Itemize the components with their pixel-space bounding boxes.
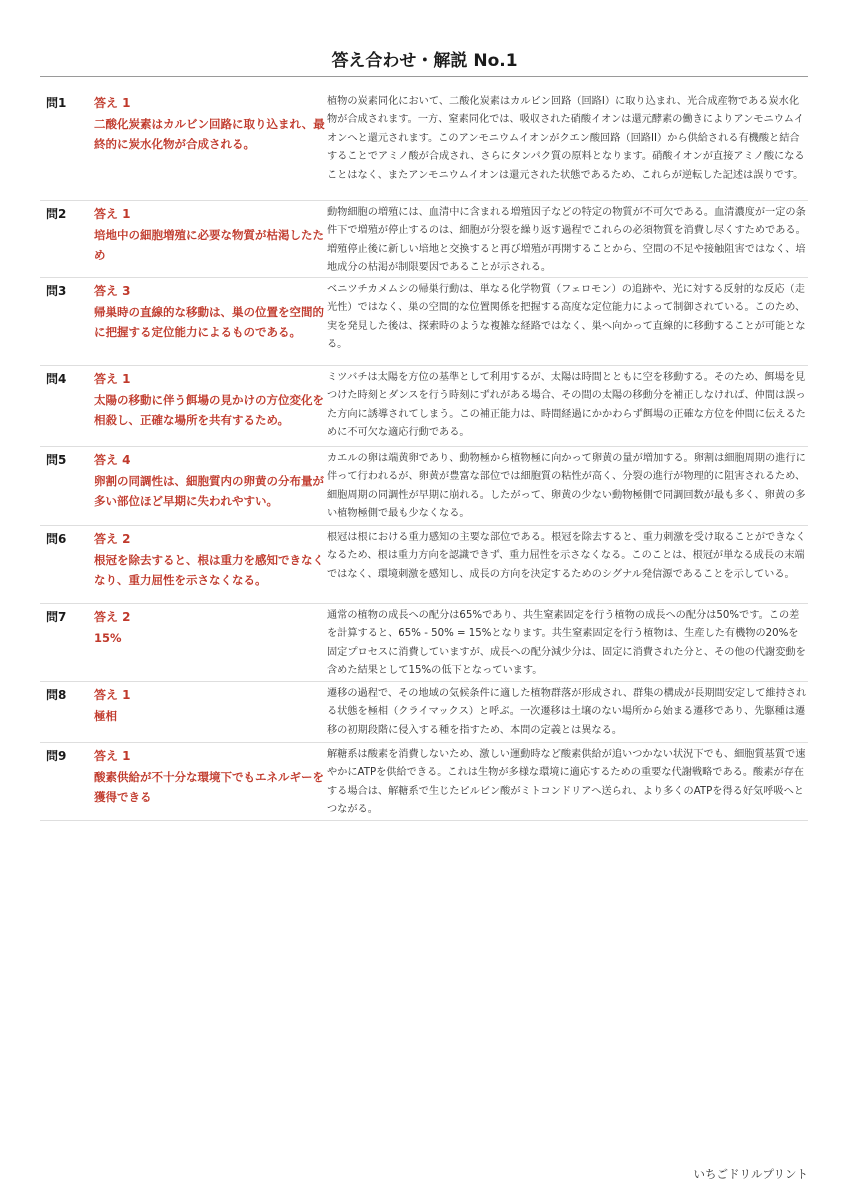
- qa-row: [40, 278, 808, 366]
- answer-column: [94, 204, 327, 272]
- explanation-text: 解糖系は酸素を消費しないため、激しい運動時など酸素供給が追いつかない状況下でも、細胞質基質で速やかにATPを供給できる。これは生物が多様な環境に適応するための重要な代謝戦略である。酸素が存在する場合は、解糖系で生じたピルビン酸がミトコンドリアへ送られ、より多くのATPを得る好気呼吸へとつながる。: [327, 749, 806, 816]
- answer-text: 酸素供給が不十分な環境下でもエネルギーを獲得できる: [94, 770, 324, 804]
- answer-label: 答え 4: [94, 453, 131, 467]
- answer-label: 答え 1: [94, 372, 131, 386]
- footer-brand: いちごドリルプリント: [693, 1167, 808, 1181]
- question-number: 問9: [46, 749, 67, 763]
- answer-text: 帰巣時の直線的な移動は、巣の位置を空間的に把握する定位能力によるものである。: [94, 305, 324, 339]
- explanation-text: 植物の炭素同化において、二酸化炭素はカルビン回路（回路I）に取り込まれ、光合成産物である炭水化物が合成されます。一方、窒素同化では、吸収された硝酸イオンは還元酵素の働きによりアンモニウムイオンへと還元されます。このアンモニウムイオンがクエン酸回路（回路II）から供給される有機酸と結合することでアミノ酸が合成され、さらにタンパク質の原料となります。硝酸イオンが直接アミノ酸になることはなく、またアンモニウムイオンは還元された状態であるため、これらが逆転した記述は誤りです。: [327, 96, 805, 181]
- answer-text: 卵割の同調性は、細胞質内の卵黄の分布量が多い部位ほど早期に失われやすい。: [94, 474, 324, 508]
- answer-column: [94, 685, 327, 737]
- qa-row: [40, 366, 808, 447]
- title-divider: [40, 76, 808, 77]
- answer-text: 極相: [94, 709, 117, 723]
- qa-row: [40, 604, 808, 682]
- answer-label: 答え 1: [94, 207, 131, 221]
- answer-text: 根冠を除去すると、根は重力を感知できなくなり、重力屈性を示さなくなる。: [94, 553, 324, 587]
- answer-text: 培地中の細胞増殖に必要な物質が枯渇したため: [94, 228, 324, 262]
- explanation-text: カエルの卵は端黄卵であり、動物極から植物極に向かって卵黄の量が増加する。卵割は細胞周期の進行に伴って行われるが、卵黄が豊富な部位では細胞質の粘性が高く、分裂の進行が物理的に阻害されるため、細胞周期の同調性が早期に崩れる。したがって、卵黄の少ない動物極側で同調回数が最も多く、卵黄の多い植物極側で最も少なくなる。: [327, 453, 806, 520]
- answer-text: 15%: [94, 631, 122, 645]
- qa-row: [40, 201, 808, 278]
- answer-label: 答え 1: [94, 688, 131, 702]
- answer-column: [94, 369, 327, 441]
- qa-row: [40, 743, 808, 821]
- explanation-text: 動物細胞の増殖には、血清中に含まれる増殖因子などの特定の物質が不可欠である。血清濃度が一定の条件下で増殖が停止するのは、細胞が分裂を繰り返す過程でこれらの必須物質を消費し尽くすためである。増殖停止後に新しい培地と交換すると再び増殖が再開することから、空間の不足や接触阻害ではなく、培地成分の枯渇が制限要因であることが示される。: [327, 207, 806, 274]
- answer-label: 答え 1: [94, 96, 131, 110]
- answer-column: [94, 450, 327, 520]
- answer-label: 答え 1: [94, 749, 131, 763]
- qa-row: [40, 447, 808, 526]
- answer-text: 太陽の移動に伴う餌場の見かけの方位変化を相殺し、正確な場所を共有するため。: [94, 393, 324, 427]
- question-number: 問8: [46, 688, 67, 702]
- explanation-text: 通常の植物の成長への配分は65%であり、共生窒素固定を行う植物の成長への配分は50%です。この差を計算すると、65% - 50% = 15%となります。共生窒素固定を行う植物は、生産した有機物の20%を固定プロセスに消費していますが、成長への配分減少分は、固定に消費された分と、その他の代謝変動を含めた結果として15%の低下となっています。: [327, 610, 806, 677]
- explanation-text: ミツバチは太陽を方位の基準として利用するが、太陽は時間とともに空を移動する。そのため、餌場を見つけた時刻とダンスを行う時刻にずれがある場合、その間の太陽の移動分を補正しなければ、仲間は誤った方向に誘導されてしまう。この補正能力は、時間経過にかかわらず餌場の正確な方位を仲間に伝えるために不可欠な適応行動である。: [327, 372, 806, 439]
- answer-list: [40, 90, 808, 821]
- question-number: 問3: [46, 284, 67, 298]
- answer-label: 答え 2: [94, 610, 131, 624]
- answer-column: [94, 93, 327, 195]
- explanation-text: 根冠は根における重力感知の主要な部位である。根冠を除去すると、重力刺激を受け取ることができなくなるため、根は重力方向を認識できず、重力屈性を示さなくなる。このことは、根冠が単なる成長の末端ではなく、環境刺激を感知し、成長の方向を決定するためのシグナル発信源であることを示している。: [327, 532, 806, 580]
- page-title: 答え合わせ・解説 No.1: [331, 51, 518, 71]
- qa-row: [40, 682, 808, 743]
- question-number: 問6: [46, 532, 67, 546]
- answer-label: 答え 2: [94, 532, 131, 546]
- answer-text: 二酸化炭素はカルビン回路に取り込まれ、最終的に炭水化物が合成される。: [94, 117, 325, 151]
- question-number: 問7: [46, 610, 67, 624]
- qa-row: [40, 526, 808, 604]
- answer-column: [94, 607, 327, 676]
- answer-label: 答え 3: [94, 284, 131, 298]
- explanation-text: ベニツチカメムシの帰巣行動は、単なる化学物質（フェロモン）の追跡や、光に対する反射的な反応（走光性）ではなく、巣の空間的な位置関係を把握する高度な定位能力によって制御されている。このため、実を発見した後は、探索時のような複雑な経路ではなく、巣へ向かって直線的に移動することが可能となる。: [327, 284, 806, 351]
- answer-column: [94, 746, 327, 815]
- question-number: 問1: [46, 96, 67, 110]
- answer-column: [94, 529, 327, 598]
- answer-column: [94, 281, 327, 360]
- question-number: 問2: [46, 207, 67, 221]
- explanation-text: 遷移の過程で、その地域の気候条件に適した植物群落が形成され、群集の構成が長期間安定して維持される状態を極相（クライマックス）と呼ぶ。一次遷移は土壌のない場所から始まる遷移であり、先駆種は遷移の初期段階に侵入する種を指すため、本問の定義とは異なる。: [327, 688, 807, 736]
- question-number: 問5: [46, 453, 67, 467]
- qa-row: [40, 90, 808, 201]
- question-number: 問4: [46, 372, 67, 386]
